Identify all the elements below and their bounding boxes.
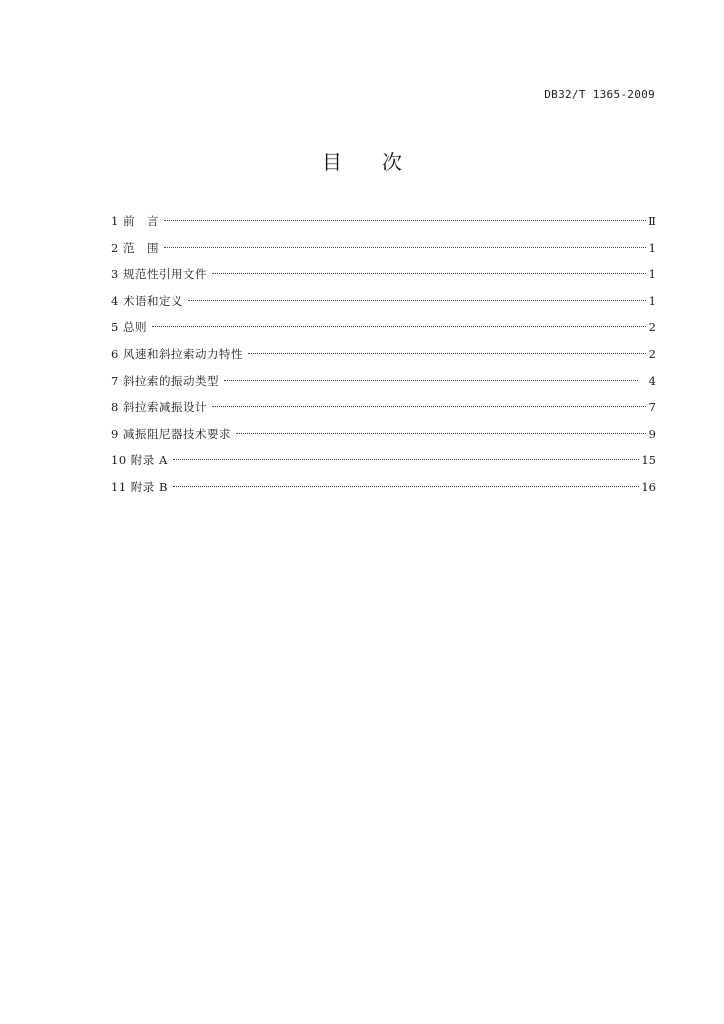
- standard-code: DB32/T 1365-2009: [544, 88, 655, 101]
- toc-title-char-2: 次: [382, 150, 402, 174]
- toc-dot-leader: [188, 300, 646, 301]
- toc-entry-label: 11 附录 B: [111, 479, 168, 494]
- toc-entry-page: 2: [648, 346, 656, 361]
- toc-dot-leader: [164, 247, 646, 248]
- toc-entry-damper-requirements[interactable]: [111, 424, 656, 451]
- toc-title-char-1: 目: [322, 150, 342, 174]
- toc-entry-damping-design[interactable]: [111, 397, 656, 424]
- toc-entry-general[interactable]: [111, 317, 656, 344]
- toc-dot-leader: [152, 326, 646, 327]
- toc-entry-page: 2: [648, 320, 656, 335]
- toc-entry-label: 10 附录 A: [111, 453, 168, 468]
- toc-entry-page: 1: [648, 267, 656, 282]
- toc-entry-label: 7 斜拉索的振动类型: [111, 373, 219, 388]
- toc-entry-label: 8 斜拉索减振设计: [111, 400, 207, 415]
- toc-entry-label: 1 前 言: [111, 214, 159, 228]
- toc-entry-appendix-b[interactable]: [111, 477, 656, 504]
- toc-entry-label: 5 总则: [111, 320, 147, 335]
- toc-entry-foreword[interactable]: [111, 211, 656, 238]
- toc-dot-leader: [164, 220, 646, 221]
- toc-entry-page: 7: [648, 400, 656, 415]
- toc-entry-label: 4 术语和定义: [111, 293, 183, 308]
- toc-entry-terms-definitions[interactable]: [111, 291, 656, 318]
- toc-entry-page: 9: [648, 426, 656, 441]
- toc-entry-scope[interactable]: [111, 238, 656, 265]
- toc-entry-label: 9 减振阻尼器技术要求: [111, 426, 231, 441]
- toc-dot-leader: [212, 273, 646, 274]
- toc-entry-page: 1: [648, 293, 656, 308]
- toc-dot-leader: [173, 486, 639, 487]
- toc-entry-page: Ⅱ: [648, 214, 656, 228]
- toc-entry-page: 4: [648, 373, 656, 388]
- table-of-contents: [111, 211, 656, 504]
- toc-dot-leader: [212, 406, 646, 407]
- toc-entry-label: 3 规范性引用文件: [111, 267, 207, 282]
- toc-dot-leader: [248, 353, 646, 354]
- toc-entry-page: 16: [641, 479, 656, 494]
- toc-entry-wind-cable-dynamics[interactable]: [111, 344, 656, 371]
- toc-entry-normative-references[interactable]: [111, 264, 656, 291]
- toc-dot-leader: [224, 380, 638, 381]
- toc-dot-leader: [173, 459, 640, 460]
- toc-entry-page: 1: [648, 240, 656, 255]
- toc-entry-label: 6 风速和斜拉索动力特性: [111, 346, 243, 361]
- toc-entry-page: 15: [641, 453, 656, 468]
- toc-entry-label: 2 范 围: [111, 240, 159, 255]
- toc-dot-leader: [236, 433, 646, 434]
- toc-entry-appendix-a[interactable]: [111, 450, 656, 477]
- toc-entry-vibration-types[interactable]: [111, 371, 656, 398]
- toc-title: [0, 146, 724, 175]
